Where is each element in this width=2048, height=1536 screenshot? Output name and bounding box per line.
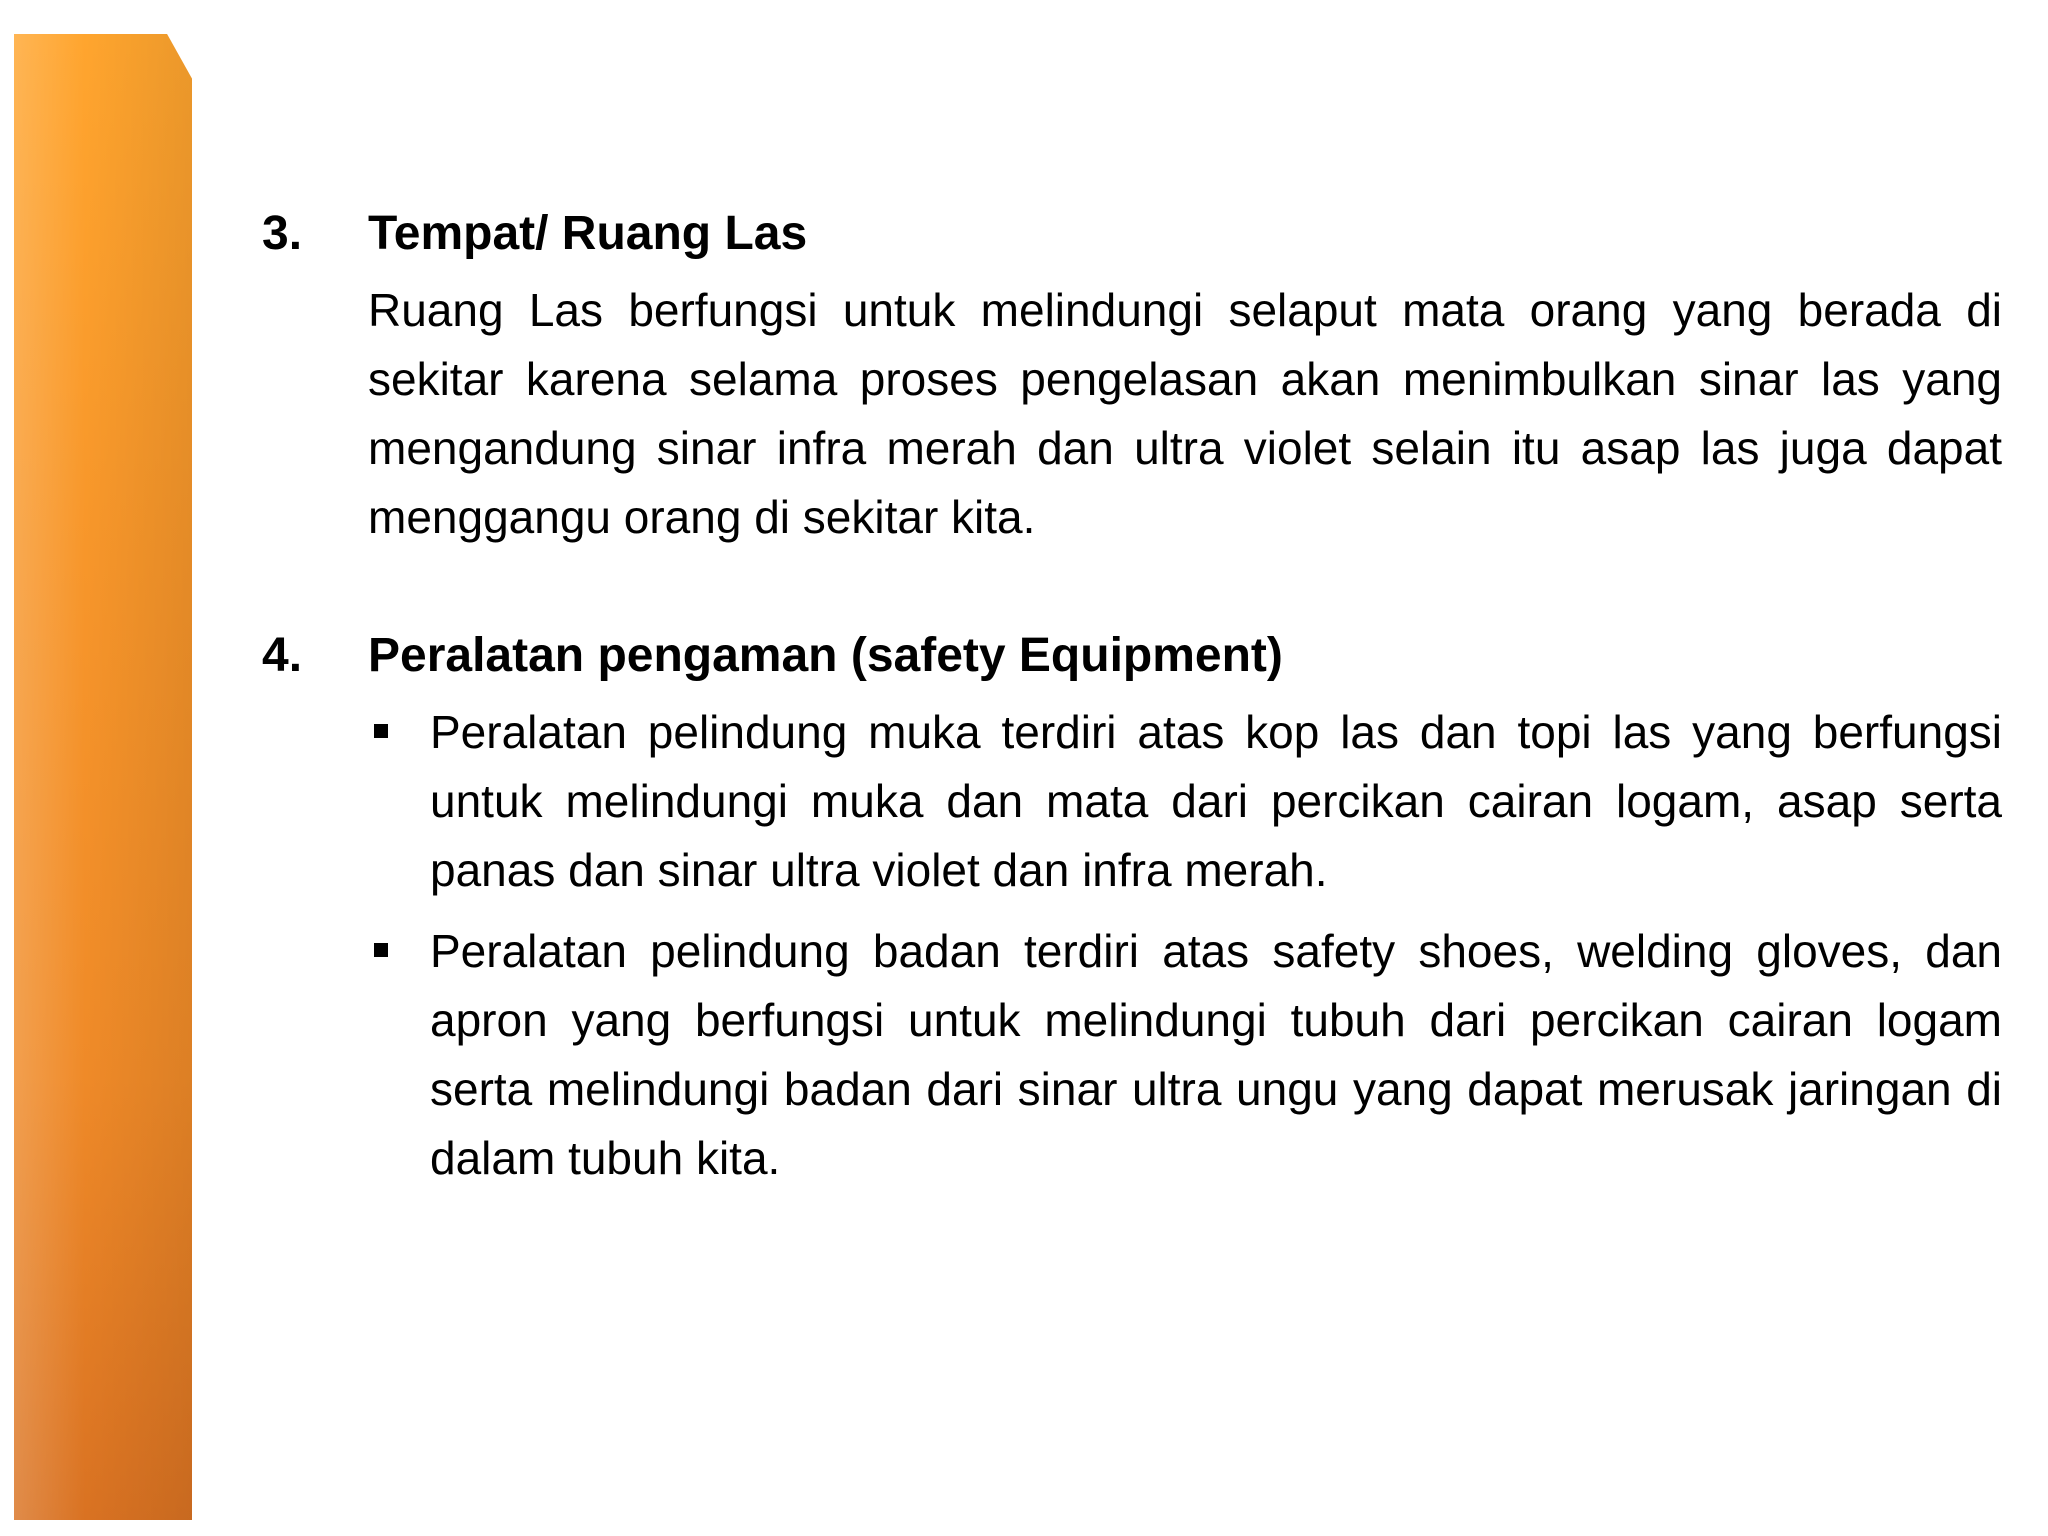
square-bullet-icon <box>368 698 430 767</box>
decorative-orange-bar <box>14 34 192 1520</box>
section-number: 4. <box>262 629 303 682</box>
section-heading <box>262 200 2002 268</box>
bullet-text: Peralatan pelindung muka terdiri atas kop las dan topi las yang berfungsi untuk melindungi muka dan mata dari percikan cairan logam, asap serta panas dan sinar ultra violet dan infra merah. <box>430 706 2002 896</box>
section-heading <box>262 622 2002 690</box>
section-number: 3. <box>262 207 303 260</box>
square-bullet-icon <box>368 917 430 986</box>
bullet-text: Peralatan pelindung badan terdiri atas safety shoes, welding gloves, dan apron yang berfungsi untuk melindungi tubuh dari percikan cairan logam serta melindungi badan dari sinar ultra ungu yang dapat merusak jaringan di dalam tubuh kita. <box>430 925 2002 1184</box>
bullet-list <box>368 698 2002 1193</box>
section-ruang-las <box>262 200 2002 552</box>
slide-content <box>262 200 2002 1205</box>
section-safety-equipment <box>262 622 2002 1193</box>
section-paragraph: Ruang Las berfungsi untuk melindungi selaput mata orang yang berada di sekitar karena selama proses pengelasan akan menimbulkan sinar las yang mengandung sinar infra merah dan ultra violet selain itu asap las juga dapat menggangu orang di sekitar kita. <box>368 284 2002 543</box>
section-title: Peralatan pengaman (safety Equipment) <box>368 629 1283 682</box>
list-item <box>368 698 2002 905</box>
section-title: Tempat/ Ruang Las <box>368 207 808 260</box>
list-item <box>368 917 2002 1193</box>
